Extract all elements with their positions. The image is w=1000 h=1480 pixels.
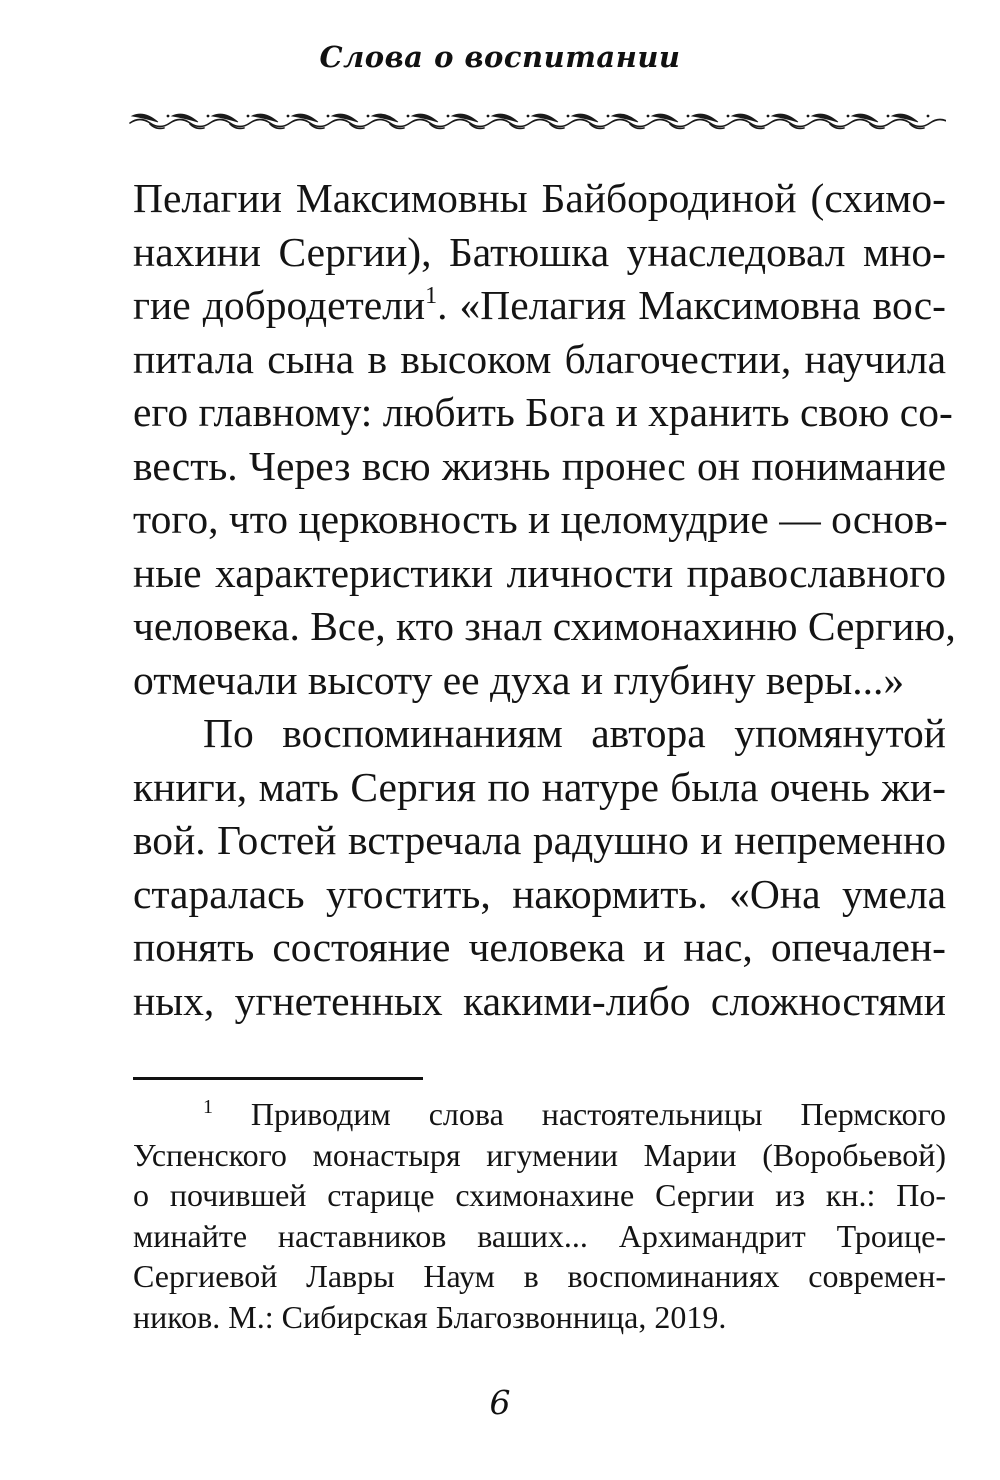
paragraph-1 [133, 172, 956, 707]
text-line: ных, угнетенных какими-либо сложностями [133, 977, 946, 1024]
footnote-line: ников. М.: Сибирская Благозвонница, 2019. [133, 1298, 727, 1335]
text-segment: гие добродетели [133, 282, 426, 328]
text-line: По воспоминаниям автора упомянутой [203, 710, 946, 756]
text-line: питала сына в высоком благочестии, научила [133, 335, 946, 382]
text-line: вой. Гостей встречала радушно и непременно [133, 817, 946, 863]
footnote-marker: 1 [203, 1096, 213, 1118]
footnote-line: о почившей старице схимонахине Сергии из кн.: По- [133, 1177, 946, 1213]
running-head: Слова о воспитании [319, 40, 681, 74]
footnote-separator [133, 1077, 423, 1080]
footnote-line: Успенского монастыря игумении Марии (Воробьевой) [133, 1136, 946, 1173]
text-line: того, что церковность и целомудрие — основ- [133, 496, 948, 542]
footnote-reference[interactable]: 1 [425, 283, 438, 309]
text-line: понять состояние человека и нас, опечален- [133, 924, 946, 970]
text-line: книги, мать Сергия по натуре была очень жи- [133, 763, 946, 810]
text-segment: Приводим слова настоятельницы Пермского [213, 1096, 946, 1132]
footnote-line: минайте наставников ваших... Архимандрит Троице- [133, 1217, 946, 1254]
vine-ornament-divider-icon [128, 103, 946, 137]
text-line: отмечали высоту ее духа и глубину веры...» [133, 656, 905, 703]
text-line: Пелагии Максимовны Байбородиной (схимо- [133, 175, 946, 221]
text-line [133, 279, 946, 333]
text-line: ные характеристики личности православного [133, 549, 946, 596]
page-number: 6 [489, 1383, 511, 1422]
text-segment: . «Пелагия Максимовна вос- [437, 282, 946, 328]
text-line: его главному: любить Бога и хранить свою со- [133, 389, 953, 435]
footnote [133, 1094, 946, 1337]
footnote-line [133, 1094, 946, 1135]
main-text [133, 172, 956, 1028]
text-line: нахини Сергии), Батюшка унаследовал мно- [133, 228, 946, 275]
text-line: человека. Все, кто знал схимонахиню Сергию, [133, 603, 956, 649]
paragraph-2 [133, 707, 946, 1028]
text-line: весть. Через всю жизнь пронес он понимание [133, 442, 946, 489]
footnote-line: Сергиевой Лавры Наум в воспоминаниях современ- [133, 1258, 946, 1294]
text-line: старалась угостить, накормить. «Она умела [133, 870, 946, 917]
